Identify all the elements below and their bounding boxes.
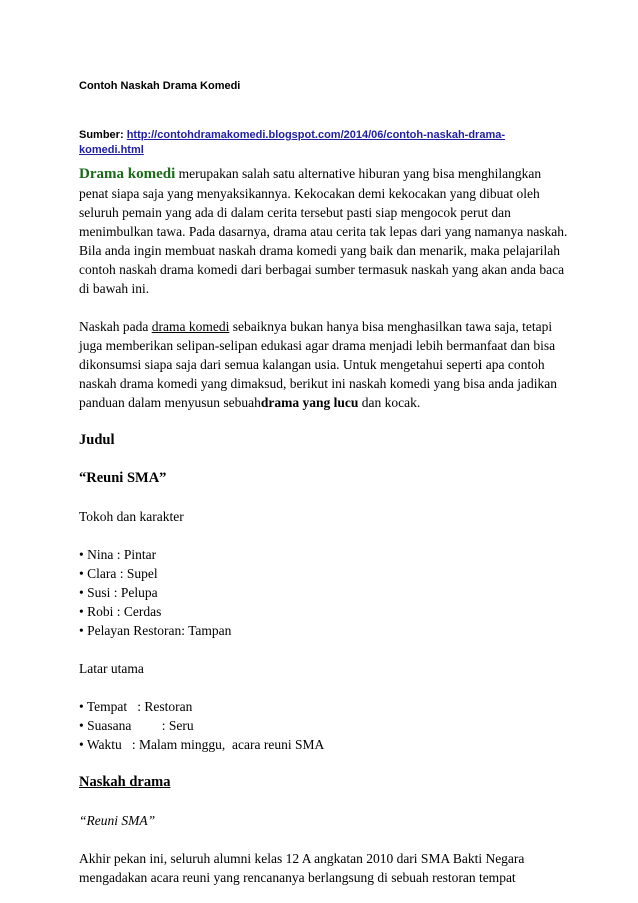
drama-komedi-link[interactable]: drama komedi	[151, 319, 230, 334]
judul-value: “Reuni SMA”	[79, 470, 167, 486]
naskah-heading: Naskah drama	[79, 774, 171, 790]
tokoh-item: • Susi : Pelupa	[79, 585, 158, 600]
tokoh-heading: Tokoh dan karakter	[79, 509, 184, 524]
latar-heading: Latar utama	[79, 661, 144, 676]
tokoh-item: • Nina : Pintar	[79, 547, 157, 562]
latar-item: • Waktu : Malam minggu, acara reuni SMA	[79, 737, 325, 752]
second-post: dan kocak.	[358, 395, 421, 410]
intro-text: merupakan salah satu alternative hiburan yang bisa menghilangkan penat siapa saja yang menyaksikannya. Kekocakan demi kekocakan yang dibuat oleh seluruh pemain yang ada di dalam cerita tersebut pasti siap mengocok perut dan menimbulkan tawa. Pada dasarnya, drama atau cerita tak lepas dari yang namanya naskah. Bila anda ingin membuat naskah drama komedi yang baik dan menarik, maka pelajarilah contoh naskah drama komedi dari berbagai sumber termasuk naskah yang akan anda baca di bawah ini.	[79, 166, 568, 296]
drama-lucu-bold: drama yang lucu	[260, 395, 359, 410]
source-line	[79, 128, 549, 158]
document-body	[79, 164, 569, 887]
intro-paragraph	[79, 164, 569, 298]
judul-heading: Judul	[79, 432, 115, 448]
tokoh-item: • Robi : Cerdas	[79, 604, 162, 619]
latar-item: • Tempat : Restoran	[79, 699, 193, 714]
source-label: Sumber:	[79, 129, 124, 141]
naskah-paragraph: Akhir pekan ini, seluruh alumni kelas 12 A angkatan 2010 dari SMA Bakti Negara mengadakan acara reuni yang rencananya berlangsung di sebuah restoran tempat	[79, 851, 525, 885]
second-paragraph	[79, 317, 569, 412]
intro-lead: Drama komedi	[79, 166, 176, 182]
second-pre: Naskah pada	[79, 319, 152, 334]
document-title: Contoh Naskah Drama Komedi	[79, 80, 241, 92]
source-link[interactable]: http://contohdramakomedi.blogspot.com/2014/06/contoh-naskah-drama-komedi.html	[79, 129, 506, 156]
naskah-subtitle: “Reuni SMA”	[79, 813, 156, 828]
tokoh-item: • Clara : Supel	[79, 566, 158, 581]
tokoh-item: • Pelayan Restoran: Tampan	[79, 623, 232, 638]
latar-item: • Suasana : Seru	[79, 718, 194, 733]
second-mid: sebaiknya bukan hanya bisa menghasilkan tawa saja, tetapi juga memberikan selipan-selipan edukasi agar drama menjadi lebih bermanfaat dan bisa dikonsumsi siapa saja dari semua kalangan usia. Untuk mengetahui seperti apa contoh naskah drama komedi yang dimaksud, berikut ini naskah komedi yang bisa anda jadikan panduan dalam menyusun sebuah	[79, 319, 558, 410]
